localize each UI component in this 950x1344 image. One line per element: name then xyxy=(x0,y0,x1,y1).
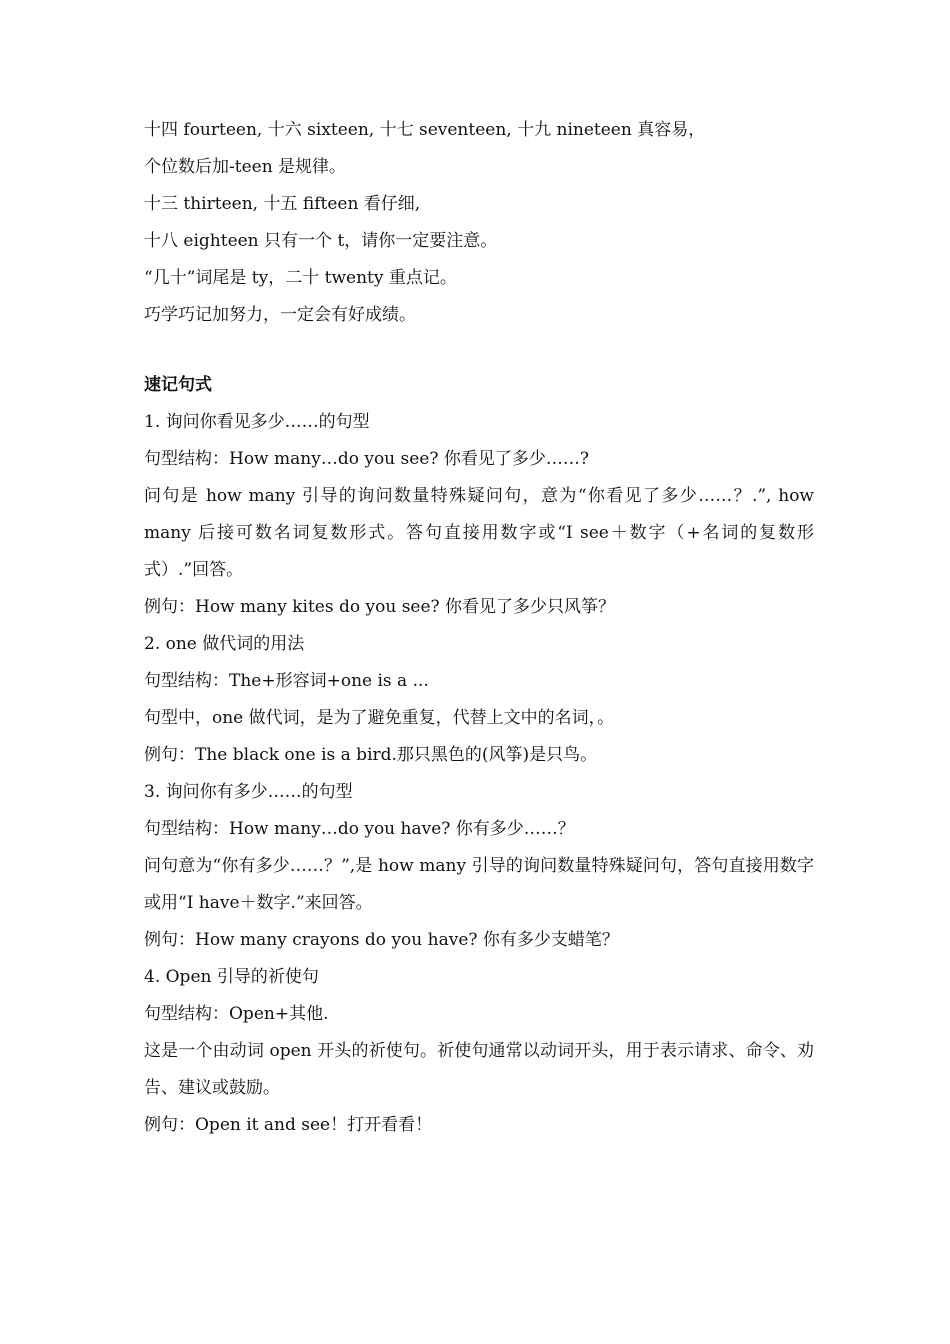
pattern-structure: 句型结构：The+形容词+one is a ... xyxy=(144,671,429,691)
pattern-title: 4. Open 引导的祈使句 xyxy=(144,967,319,987)
rhyme-line: 十八 eighteen 只有一个 t，请你一定要注意。 xyxy=(144,231,498,251)
rhyme-line: 十三 thirteen, 十五 fifteen 看仔细, xyxy=(144,194,421,214)
pattern-item-4 xyxy=(144,959,814,1144)
pattern-item-3 xyxy=(144,774,814,959)
pattern-structure: 句型结构：How many…do you see? 你看见了多少……? xyxy=(144,449,590,469)
pattern-example: 例句：How many kites do you see? 你看见了多少只风筝？ xyxy=(144,597,616,617)
pattern-explanation: 这是一个由动词 open 开头的祈使句。祈使句通常以动词开头，用于表示请求、命令、劝告、建议或鼓励。 xyxy=(144,1041,814,1098)
rhyme-line: 十四 fourteen, 十六 sixteen, 十七 seventeen, 十九 nineteen 真容易， xyxy=(144,120,706,140)
section-gap xyxy=(144,334,814,367)
pattern-item-2 xyxy=(144,626,814,774)
rhyme-line: “几十”词尾是 ty，二十 twenty 重点记。 xyxy=(144,268,457,288)
pattern-explanation: 句型中，one 做代词，是为了避免重复，代替上文中的名词，。 xyxy=(144,708,615,728)
section-heading: 速记句式 xyxy=(144,375,212,395)
pattern-title: 2. one 做代词的用法 xyxy=(144,634,305,654)
pattern-title: 1. 询问你看见多少……的句型 xyxy=(144,412,370,432)
pattern-item-1 xyxy=(144,404,814,626)
pattern-structure: 句型结构：How many…do you have? 你有多少……？ xyxy=(144,819,575,839)
pattern-example: 例句：The black one is a bird.那只黑色的(风筝)是只鸟。 xyxy=(144,745,598,765)
pattern-title: 3. 询问你有多少……的句型 xyxy=(144,782,353,802)
rhyme-line: 个位数后加-teen 是规律。 xyxy=(144,157,347,177)
rhyme-block xyxy=(144,112,814,334)
pattern-structure: 句型结构：Open+其他. xyxy=(144,1004,329,1024)
pattern-example: 例句：How many crayons do you have? 你有多少支蜡笔？ xyxy=(144,930,619,950)
document-page xyxy=(144,112,814,1144)
rhyme-line: 巧学巧记加努力，一定会有好成绩。 xyxy=(144,305,416,325)
pattern-explanation: 问句意为“你有多少……？”,是 how many 引导的询问数量特殊疑问句，答句直接用数字或用“I have＋数字.”来回答。 xyxy=(144,856,814,913)
pattern-explanation: 问句是 how many 引导的询问数量特殊疑问句，意为“你看见了多少……？.”, how many 后接可数名词复数形式。答句直接用数字或“I see＋数字（+名词的复数形式）.”回答。 xyxy=(144,486,814,580)
pattern-example: 例句：Open it and see！打开看看！ xyxy=(144,1115,433,1135)
